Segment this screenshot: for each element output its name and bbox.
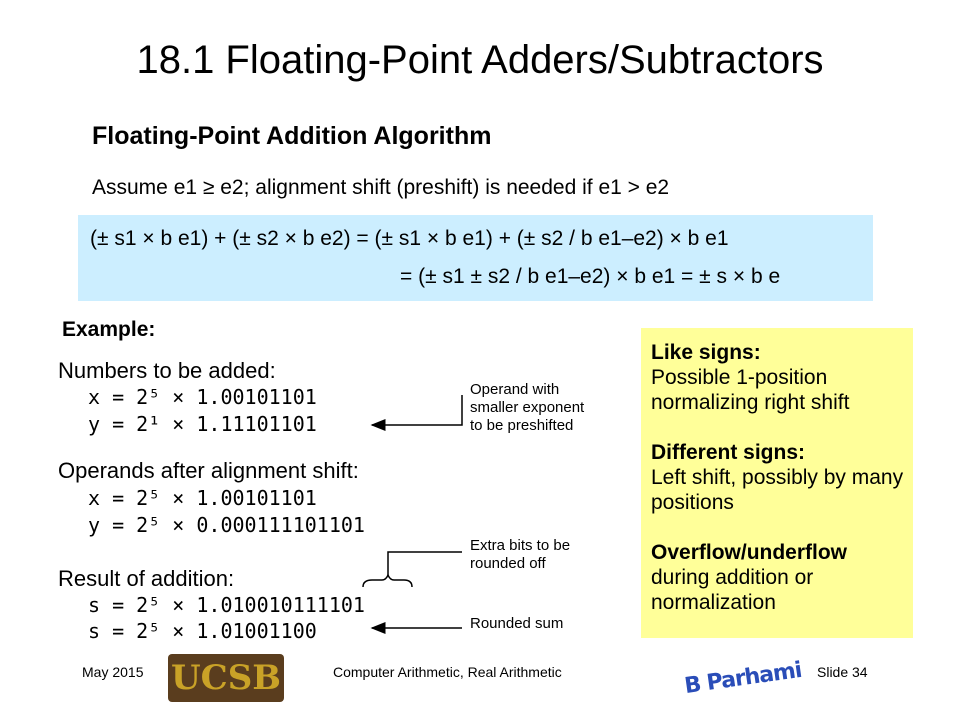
numbers-heading: Numbers to be added:	[58, 358, 276, 383]
y-operand: y = 2¹ × 1.11101101	[88, 412, 317, 436]
notes-box	[641, 328, 913, 638]
ucsb-logo	[168, 654, 284, 702]
footer-slide-number: Slide 34	[817, 664, 868, 680]
example-label: Example:	[62, 318, 156, 341]
annot-extra-bits: Extra bits to be rounded off	[470, 537, 571, 572]
slide-title: 18.1 Floating-Point Adders/Subtractors	[136, 38, 824, 82]
extra-bits-leader	[388, 552, 462, 575]
assumption-text: Assume e1 ≥ e2; alignment shift (preshift) is needed if e1 > e2	[92, 176, 670, 199]
formula-line-2: = (± s1 ± s2 / b e1–e2) × b e1 = ± s × b e	[400, 265, 781, 288]
extra-bits-brace	[363, 575, 412, 587]
footer-course: Computer Arithmetic, Real Arithmetic	[333, 664, 562, 680]
y-aligned: y = 2⁵ × 0.000111101101	[88, 513, 365, 537]
footer-date: May 2015	[82, 664, 144, 680]
ucsb-logo-text: UCSB	[170, 658, 281, 698]
arrow-operand-line	[372, 395, 462, 425]
x-aligned: x = 2⁵ × 1.00101101	[88, 486, 317, 510]
note-like-signs	[651, 340, 913, 415]
note-like-text: Possible 1-position normalizing right shift	[651, 366, 850, 414]
author-logo-text: B Parhami	[682, 657, 803, 700]
annot-rounded-sum: Rounded sum	[470, 615, 564, 632]
x-operand: x = 2⁵ × 1.00101101	[88, 385, 317, 409]
formula-line-1: (± s1 × b e1) + (± s2 × b e2) = (± s1 × b e1) + (± s2 / b e1–e2) × b e1	[90, 227, 729, 250]
note-overflow	[651, 540, 913, 615]
note-diff-title: Different signs:	[651, 441, 806, 464]
note-over-title: Overflow/underflow	[651, 541, 848, 564]
aligned-heading: Operands after alignment shift:	[58, 458, 359, 483]
section-subtitle: Floating-Point Addition Algorithm	[92, 122, 492, 150]
note-over-text: during addition or normalization	[651, 566, 814, 614]
note-diff-text: Left shift, possibly by many positions	[651, 466, 904, 514]
annot-operand-shift: Operand with smaller exponent to be preshifted	[470, 381, 585, 434]
note-different-signs	[651, 440, 913, 515]
sum-unrounded: s = 2⁵ × 1.010010111101	[88, 593, 365, 617]
note-like-title: Like signs:	[651, 341, 761, 364]
sum-rounded: s = 2⁵ × 1.01001100	[88, 619, 317, 643]
result-heading: Result of addition:	[58, 566, 235, 591]
